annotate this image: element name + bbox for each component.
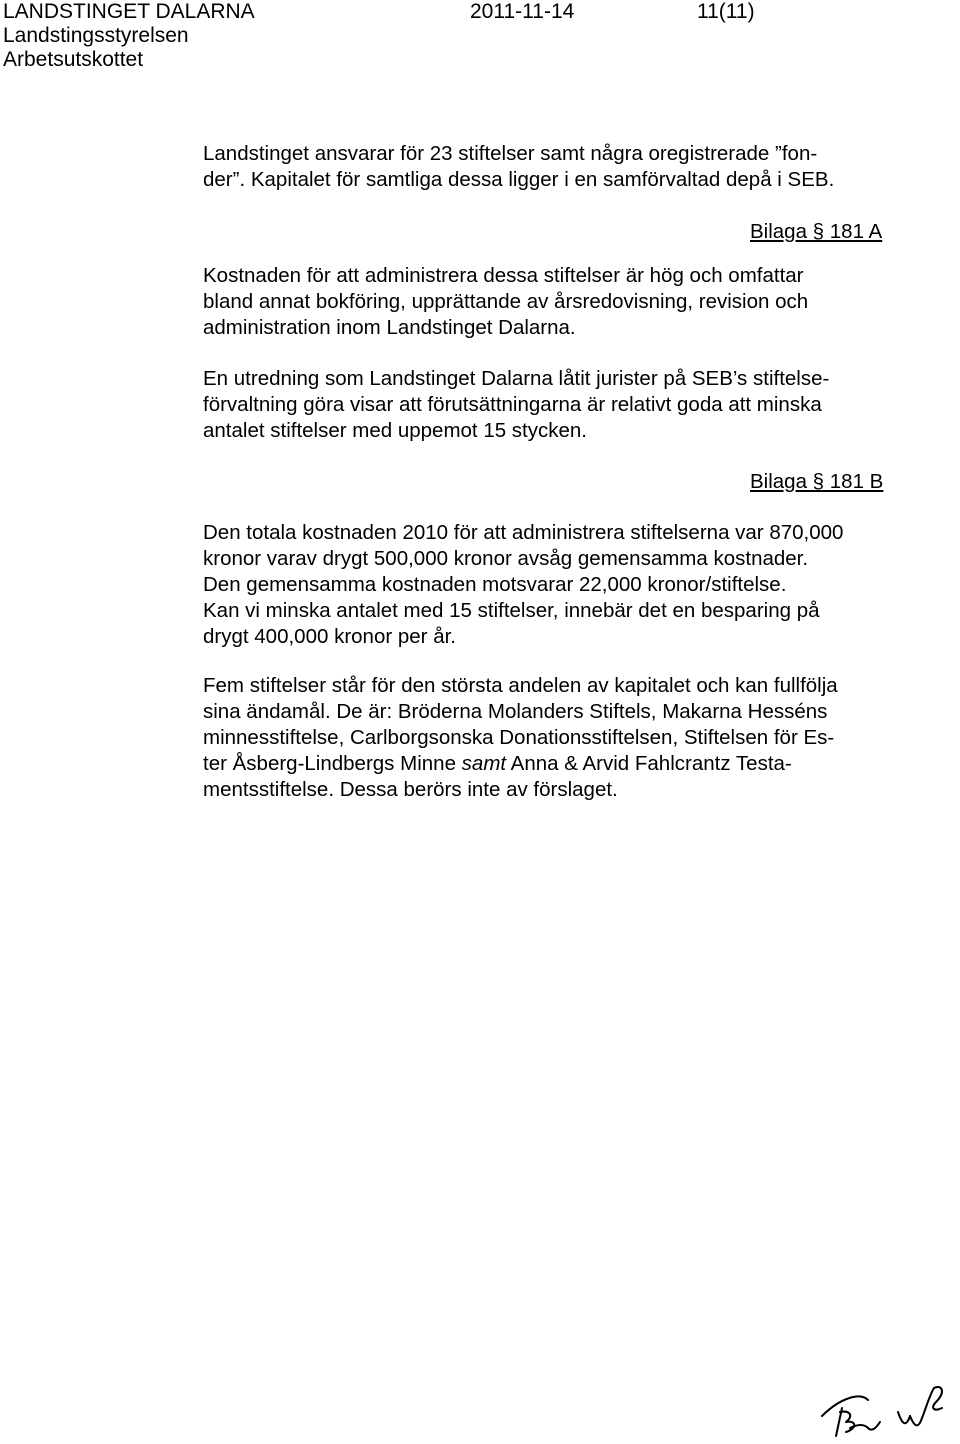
text-line: sina ändamål. De är: Bröderna Molanders Stiftels, Makarna Hesséns: [203, 700, 828, 723]
attachment-reference-b: Bilaga § 181 B: [750, 470, 884, 493]
page-number: 11(11): [697, 0, 755, 23]
paragraph-costs: [203, 263, 903, 341]
italic-word: samt: [461, 752, 507, 775]
text-line: [203, 751, 903, 777]
text-line: Den totala kostnaden 2010 för att administrera stiftelserna var 870,000: [203, 521, 844, 544]
text-segment: ter Åsberg-Lindbergs Minne: [203, 752, 462, 775]
text-line: förvaltning göra visar att förutsättningarna är relativt goda att minska: [203, 393, 822, 416]
paragraph-total-cost: [203, 520, 903, 650]
document-date: 2011-11-14: [470, 0, 575, 23]
text-line: Landstinget ansvarar för 23 stiftelser samt några oregistrerade ”fon-: [203, 142, 818, 165]
text-line: antalet stiftelser med uppemot 15 stycken.: [203, 419, 588, 442]
signature-initials-icon: [810, 1378, 960, 1438]
board-name: Landstingsstyrelsen: [3, 24, 189, 47]
text-line: drygt 400,000 kronor per år.: [203, 625, 456, 648]
unit-name: Arbetsutskottet: [3, 48, 144, 71]
text-line: En utredning som Landstinget Dalarna låtit jurister på SEB’s stiftelse-: [203, 367, 830, 390]
paragraph-foundations: [203, 141, 903, 193]
attachment-reference-a: Bilaga § 181 A: [750, 220, 883, 243]
text-line: Fem stiftelser står för den största andelen av kapitalet och kan fullfölja: [203, 674, 838, 697]
text-line: mentsstiftelse. Dessa berörs inte av förslaget.: [203, 778, 618, 801]
paragraph-investigation: [203, 366, 903, 444]
text-line: Den gemensamma kostnaden motsvarar 22,000 kronor/stiftelse.: [203, 573, 787, 596]
text-line: Kan vi minska antalet med 15 stiftelser, innebär det en besparing på: [203, 599, 820, 622]
text-line: kronor varav drygt 500,000 kronor avsåg gemensamma kostnader.: [203, 547, 809, 570]
paragraph-major-foundations: [203, 673, 903, 803]
text-line: bland annat bokföring, upprättande av årsredovisning, revision och: [203, 290, 809, 313]
text-line: Kostnaden för att administrera dessa stiftelser är hög och omfattar: [203, 264, 804, 287]
text-segment: Anna & Arvid Fahlcrantz Testa-: [506, 752, 792, 775]
text-line: minnesstiftelse, Carlborgsonska Donationsstiftelsen, Stiftelsen för Es-: [203, 726, 835, 749]
organization-name: LANDSTINGET DALARNA: [3, 0, 255, 23]
text-line: der”. Kapitalet för samtliga dessa ligger i en samförvaltad depå i SEB.: [203, 168, 835, 191]
text-line: administration inom Landstinget Dalarna.: [203, 316, 576, 339]
